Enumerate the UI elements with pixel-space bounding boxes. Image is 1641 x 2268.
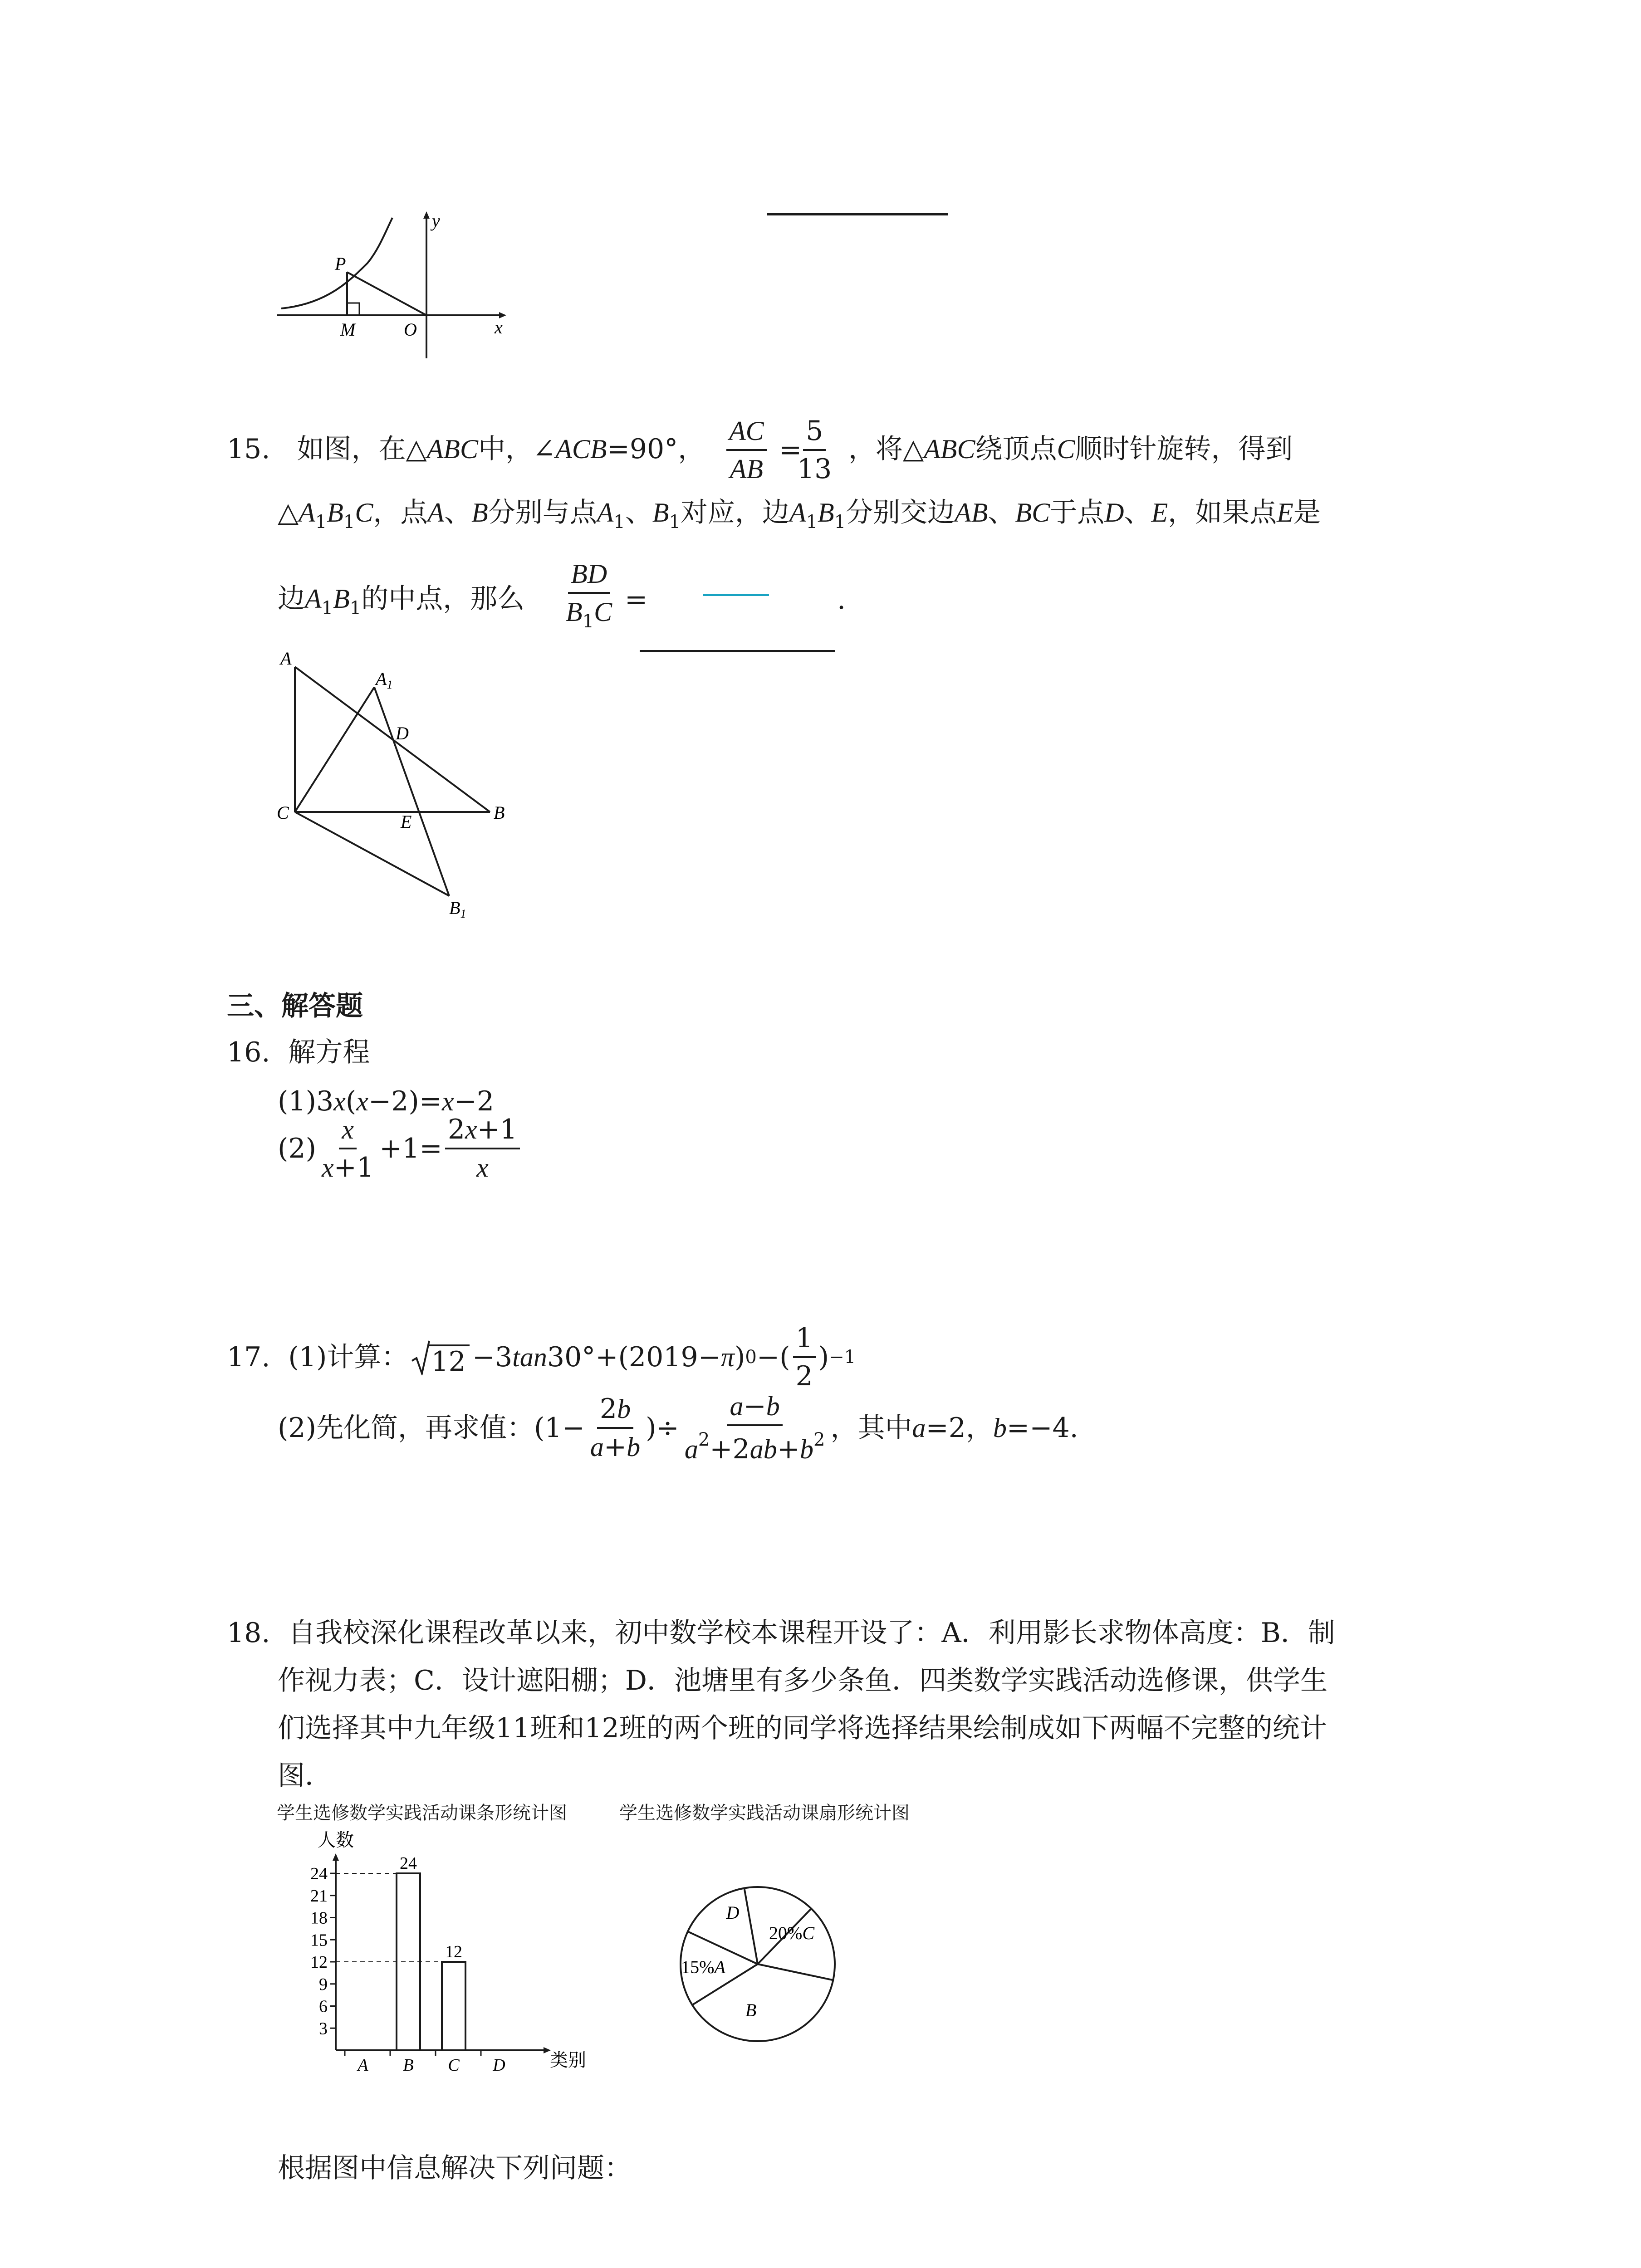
bar-xtick-label: D [493,2056,505,2075]
q15-line3-equals: = [625,584,648,616]
pie-label-b: B [745,2000,757,2020]
q14-label-p: P [335,254,346,274]
bar [397,1873,420,2050]
q18-line1: 18. 自我校深化课程改革以来，初中数学校本课程开设了：A．利用影长求物体高度：B．制 [227,1617,1335,1649]
bar-chart-xlabel: 类别 [550,2050,586,2070]
q15-line1: 15. 如图，在△ABC中，∠ACB=90°， [227,433,705,465]
q14-label-y: y [432,210,440,231]
q16-part1: (1)3x(x−2)=x−2 [278,1085,495,1117]
q18-line4: 图． [278,1760,332,1792]
q15-line1-rest: ，将△ABC绕顶点C顺时针旋转，得到 [848,433,1293,465]
q15-fraction-5-13: $\frac{5}{13}$ [797,415,832,485]
q15-number: 15. [227,433,270,465]
pie-slice-edge [758,1964,833,1980]
q18-number: 18. [227,1617,270,1649]
q17-number: 17. [227,1341,270,1373]
bar-xtick-label: B [403,2056,414,2075]
q15-fig-label-a: A [280,649,292,669]
q15-line3: 边$A_1B_1$的中点，那么 [278,583,525,619]
q15-fig-label-a1: $A_1$ [376,669,393,691]
q15-equals: = [779,434,802,466]
bar-chart-caption: 学生选修数学实践活动课条形统计图 [277,1803,567,1823]
q17-part1: 17. (1)计算： 12 −3 tan 30°+(2019− π ) 0 −( $\frac{1}{2}$ ) −1 [227,1322,856,1392]
pie-label-d: D [726,1902,740,1923]
bar-data-label: 12 [445,1942,462,1961]
q17-sqrt: 12 [411,1339,469,1375]
q16-title: 16. 解方程 [227,1036,370,1068]
pie-slice-edge [744,1888,758,1964]
q18-line2: 作视力表；C．设计遮阳棚；D．池塘里有多少条鱼．四类数学实践活动选修课，供学生 [278,1665,1328,1696]
q15-answer-blank [640,650,835,652]
bar-y-arrow [333,1853,339,1861]
bar-ytick-label: 21 [310,1886,328,1906]
bar-ytick-label: 18 [310,1908,328,1928]
q15-cyan-dash [703,594,769,596]
q15-fig-label-d: D [396,723,409,743]
q15-fraction-bd-b1c: $\frac{BD}{B_1C}$ [566,559,612,632]
pie-chart [671,1878,844,2050]
q14-answer-blank [767,213,948,215]
q17-part2: (2)先化简，再求值：(1− $\frac{2b}{a+b}$ )÷ $\frac{a-b}{a^2+2ab+b^2}$ ，其中 a =2， b =−4. [278,1390,1078,1465]
pie-label-a: 15%A [681,1957,725,1977]
q14-label-m: M [340,319,356,340]
section-three-title: 三、解答题 [227,990,363,1022]
q15-line2: $\triangle A_1B_1C$，点A、B分别与点$A_1$、$B_1$对应，边$A_1B_1$分别交边AB、BC于点D、E，如果点E是 [278,497,1321,533]
q14-label-x: x [495,317,503,337]
bar-ytick-label: 12 [310,1953,328,1972]
q15-fig-label-c: C [277,802,289,823]
q15-fraction-ac-ab: $\frac{AC}{AB}$ [724,417,769,483]
bar-ytick-label: 15 [310,1931,328,1950]
q15-line3-period: . [837,584,846,616]
q18-tail: 根据图中信息解决下列问题： [278,2152,632,2184]
bar-ytick-label: 24 [310,1864,328,1883]
q14-label-o: O [404,319,417,340]
q14-graph [272,204,508,367]
q16-number: 16. [227,1036,270,1068]
q15-fig-label-b1: $B_1$ [449,898,466,920]
q15-fig-label-b: B [494,802,505,823]
bar-chart [272,1823,617,2087]
pie-label-c: 20%C [769,1923,815,1943]
bar-xtick-label: A [358,2056,368,2075]
pie-chart-caption: 学生选修数学实践活动课扇形统计图 [619,1803,910,1823]
bar-chart-ylabel: 人数 [318,1830,354,1850]
q15-figure [272,649,526,943]
bar-ytick-label: 3 [319,2019,328,2038]
bar-ytick-label: 9 [319,1975,328,1994]
q15-fig-label-e: E [401,811,412,832]
q16-part2: (2) $\frac{x}{x+1}$ +1= $\frac{2x+1}{x}$ [278,1116,523,1181]
bar-data-label: 24 [400,1854,417,1873]
q18-line3: 们选择其中九年级11班和12班的两个班的同学将选择结果绘制成如下两幅不完整的统计 [278,1712,1327,1744]
bar-ytick-label: 6 [319,1997,328,2016]
bar [442,1962,465,2050]
bar-xtick-label: C [448,2056,460,2075]
